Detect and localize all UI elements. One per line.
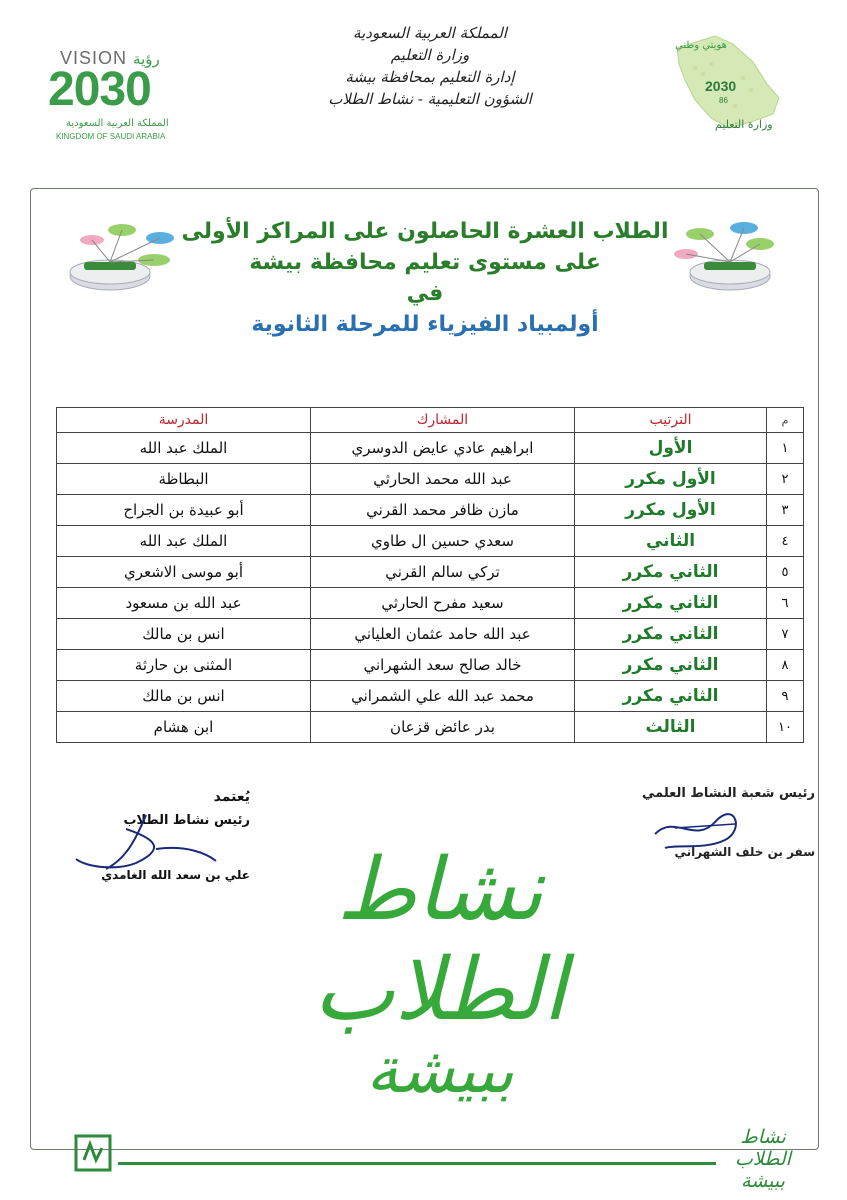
title-line-4: أولمبياد الفيزياء للمرحلة الثانوية	[251, 312, 599, 337]
row-rank: الثاني مكرر	[575, 681, 767, 712]
signature-block-left	[78, 789, 250, 882]
footer-calligraphy-logo	[718, 1126, 808, 1192]
saudi-map-logo	[655, 18, 790, 143]
row-num: ٤	[767, 526, 804, 557]
signatory-name: علي بن سعد الله الغامدي	[101, 868, 250, 882]
crest-line: المملكة العربية السعودية	[353, 24, 507, 42]
table-row	[57, 712, 804, 743]
row-school: عبد الله بن مسعود	[57, 588, 311, 619]
row-participant: عبد الله حامد عثمان العلياني	[311, 619, 575, 650]
title-line-1: الطلاب العشرة الحاصلون على المراكز الأولى	[181, 219, 669, 244]
row-num: ٥	[767, 557, 804, 588]
footer-logo-line-1: نشاط الطلاب	[735, 1126, 791, 1170]
header-participant: المشارك	[311, 408, 575, 433]
row-num: ٣	[767, 495, 804, 526]
calligraphy-line-1: نشاط الطلاب	[313, 840, 567, 1040]
footer-activity-icon	[70, 1130, 118, 1178]
results-table	[56, 407, 804, 743]
row-num: ٦	[767, 588, 804, 619]
table-row	[57, 588, 804, 619]
row-school: أبو موسى الاشعري	[57, 557, 311, 588]
table-row	[57, 526, 804, 557]
footer-divider	[118, 1162, 716, 1165]
row-school: الملك عبد الله	[57, 526, 311, 557]
crest-line: إدارة التعليم بمحافظة بيشة	[345, 68, 515, 86]
approval-label: يُعتمد	[213, 789, 250, 805]
row-rank: الأول مكرر	[575, 464, 767, 495]
vision-kingdom-en: KINGDOM OF SAUDI ARABIA	[56, 132, 166, 141]
row-rank: الثاني مكرر	[575, 557, 767, 588]
row-participant: عبد الله محمد الحارثي	[311, 464, 575, 495]
signatory-title: رئيس شعبة النشاط العلمي	[641, 786, 815, 801]
title-line-2: على مستوى تعليم محافظة بيشة	[249, 250, 601, 275]
row-num: ٧	[767, 619, 804, 650]
row-num: ٨	[767, 650, 804, 681]
row-num: ١٠	[767, 712, 804, 743]
row-participant: تركي سالم القرني	[311, 557, 575, 588]
footer-logo-line-2: ببيشة	[741, 1170, 785, 1192]
ministry-brand: وزارة التعليم	[715, 118, 773, 131]
vision-2030-logo	[40, 48, 180, 144]
map-tagline: هويتي وطني	[675, 40, 727, 51]
header-num: م	[767, 408, 804, 433]
signature-scribble-icon	[645, 804, 755, 854]
row-school: انس بن مالك	[57, 681, 311, 712]
signature-block-right	[635, 786, 815, 859]
map-year: 2030	[705, 78, 737, 94]
row-school: انس بن مالك	[57, 619, 311, 650]
header-rank: الترتيب	[575, 408, 767, 433]
vision-arabic: رؤية	[133, 50, 160, 68]
row-num: ٩	[767, 681, 804, 712]
row-school: أبو عبيدة بن الجراح	[57, 495, 311, 526]
row-participant: خالد صالح سعد الشهراني	[311, 650, 575, 681]
table-row	[57, 495, 804, 526]
row-rank: الثاني	[575, 526, 767, 557]
vision-word: VISION	[60, 48, 128, 68]
row-rank: الثالث	[575, 712, 767, 743]
row-num: ٢	[767, 464, 804, 495]
row-school: ابن هشام	[57, 712, 311, 743]
ministry-header	[320, 22, 540, 110]
table-header-row	[57, 408, 804, 433]
table-row	[57, 619, 804, 650]
row-participant: ابراهيم عادي عايض الدوسري	[311, 433, 575, 464]
calligraphy-line-2: ببيشة	[366, 1034, 514, 1108]
row-rank: الثاني مكرر	[575, 650, 767, 681]
row-participant: سعيد مفرح الحارثي	[311, 588, 575, 619]
row-rank: الأول	[575, 433, 767, 464]
row-participant: بدر عائض قزعان	[311, 712, 575, 743]
table-row	[57, 464, 804, 495]
row-participant: محمد عبد الله علي الشمراني	[311, 681, 575, 712]
row-rank: الثاني مكرر	[575, 619, 767, 650]
signature-scribble-icon	[66, 809, 226, 879]
map-number: 86	[719, 96, 728, 105]
row-school: المثنى بن حارثة	[57, 650, 311, 681]
row-rank: الثاني مكرر	[575, 588, 767, 619]
table-row	[57, 433, 804, 464]
table-row	[57, 650, 804, 681]
signatory-name: سفر بن خلف الشهراني	[674, 845, 815, 859]
row-school: البطاظة	[57, 464, 311, 495]
row-participant: مازن ظافر محمد القرني	[311, 495, 575, 526]
vision-year: 2030	[48, 63, 151, 116]
crest-line: الشؤون التعليمية - نشاط الطلاب	[328, 90, 532, 108]
document-title	[160, 216, 690, 340]
header-school: المدرسة	[57, 408, 311, 433]
signatory-title: رئيس نشاط الطلاب	[123, 813, 250, 828]
row-rank: الأول مكرر	[575, 495, 767, 526]
row-num: ١	[767, 433, 804, 464]
table-row	[57, 557, 804, 588]
calligraphy-logo	[230, 840, 650, 1108]
row-participant: سعدي حسين ال طاوي	[311, 526, 575, 557]
crest-line: وزارة التعليم	[390, 46, 470, 64]
table-row	[57, 681, 804, 712]
title-line-3: في	[406, 281, 444, 306]
row-school: الملك عبد الله	[57, 433, 311, 464]
vision-kingdom-ar: المملكة العربية السعودية	[66, 118, 169, 129]
